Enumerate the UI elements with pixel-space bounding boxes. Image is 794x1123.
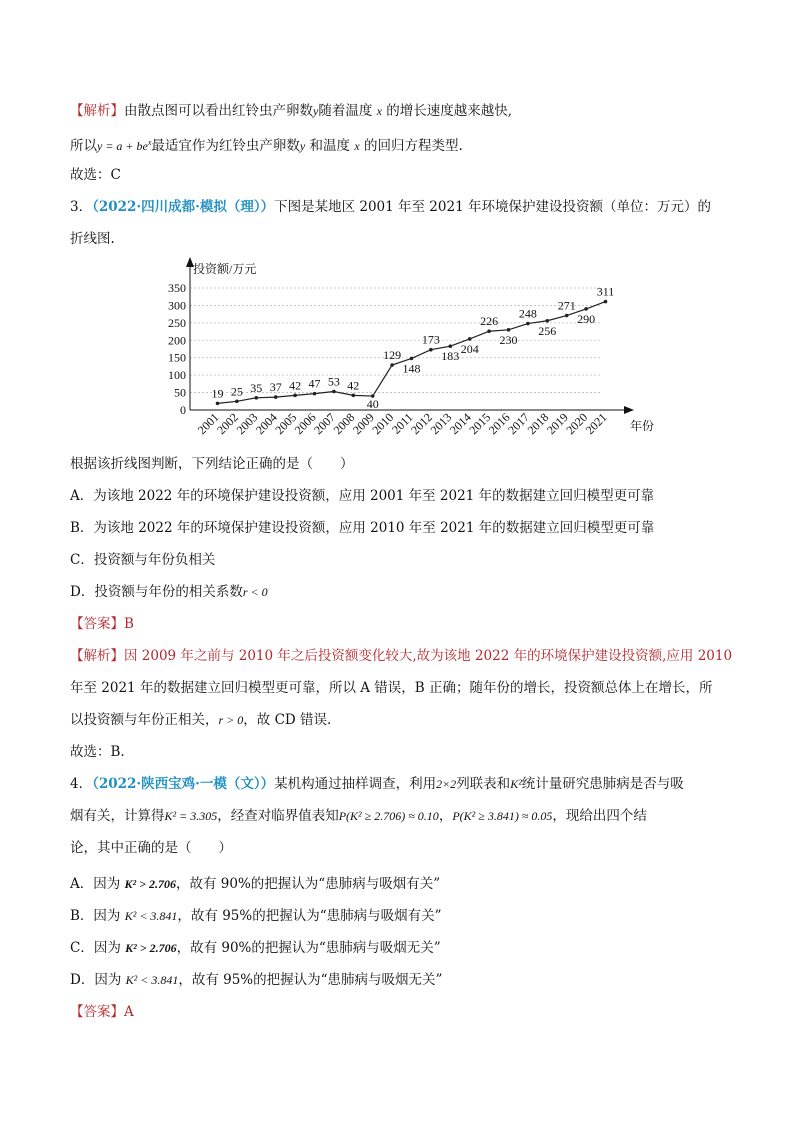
q3-option-d: D．投资额与年份的相关系数r < 0 — [70, 584, 268, 600]
data-label: 40 — [366, 397, 379, 412]
q4-stem-line2: 烟有关，计算得K² = 3.305，经查对临界值表知P(K² ≥ 2.706) ≈ 0.10，P(K² ≥ 3.841) ≈ 0.05，现给出四个结 — [70, 808, 647, 824]
q4-option-b: B．因为 K² < 3.841，故有 95%的把握认为“患肺病与吸烟有关” — [70, 908, 442, 924]
y-tick-label: 250 — [168, 315, 186, 330]
data-label: 35 — [250, 380, 263, 395]
data-point — [526, 322, 530, 326]
q3-jiexi-line3: 以投资额与年份正相关，r > 0，故 CD 错误. — [70, 712, 332, 728]
y-tick-label: 350 — [168, 281, 186, 295]
q3-stem-line2: 折线图. — [70, 231, 115, 247]
x-tick-label: 2001 — [194, 410, 222, 438]
data-point — [255, 396, 259, 400]
x-tick-label: 2020 — [563, 410, 591, 438]
y-tick-label: 200 — [168, 333, 186, 348]
q3-jiexi-line2: 年至 2021 年的数据建立回归模型更可靠，所以 A 错误，B 正确；随年份的增长，投资额总体上在增长，所 — [70, 680, 713, 696]
data-label: 129 — [383, 348, 402, 363]
q2-choose: 故选：C — [70, 167, 121, 183]
x-tick-label: 2005 — [272, 410, 300, 438]
q4-option-d: D．因为 K² < 3.841，故有 95%的把握认为“患肺病与吸烟无关” — [70, 972, 443, 988]
q3-choose: 故选：B. — [70, 744, 125, 760]
data-label: 290 — [577, 311, 596, 326]
x-tick-label: 2015 — [466, 410, 494, 438]
x-tick-label: 2021 — [582, 410, 610, 438]
x-tick-label: 2009 — [349, 410, 377, 438]
data-label: 173 — [421, 332, 440, 347]
x-tick-label: 2006 — [291, 410, 319, 438]
data-label: 53 — [327, 374, 340, 389]
x-tick-label: 2019 — [543, 410, 571, 438]
x-tick-label: 2012 — [408, 410, 436, 438]
x-axis-title: 年份 — [630, 419, 655, 433]
data-point — [487, 329, 491, 333]
data-point — [274, 395, 278, 399]
q2-jiexi-line1: 【解析】由散点图可以看出红铃虫产卵数y随着温度 x 的增长速度越来越快, — [70, 103, 513, 119]
data-point — [216, 402, 220, 406]
data-label: 25 — [230, 384, 243, 399]
x-tick-label: 2010 — [369, 410, 397, 438]
chart-gridlines — [190, 288, 600, 393]
data-point — [352, 394, 356, 398]
data-point — [410, 357, 414, 361]
data-point — [313, 392, 317, 396]
data-point — [468, 337, 472, 341]
q3-answer: 【答案】B — [70, 616, 134, 632]
q2-jiexi-line2: 所以$y = a + be^x$最适宜作为红铃虫产卵数y 和温度 x 的回归方程类型. — [70, 138, 463, 154]
data-label: 230 — [499, 332, 518, 347]
data-label: 183 — [441, 349, 460, 364]
regression-formula: $y = a + be^x$ — [97, 138, 152, 153]
q3-option-c: C．投资额与年份负相关 — [70, 552, 216, 568]
data-point — [546, 319, 550, 323]
data-point — [507, 328, 511, 332]
data-label: 19 — [211, 386, 224, 401]
q4-stem-line3: 论，其中正确的是（ ） — [70, 840, 232, 856]
q3-stem-line1: 3．（2022·四川成都·模拟（理））下图是某地区 2001 年至 2021 年环境保护建设投资额（单位：万元）的 — [70, 199, 711, 215]
x-axis-arrow — [624, 406, 634, 414]
q3-option-b: B．为该地 2022 年的环境保护建设投资额，应用 2010 年至 2021 年的数据建立回归模型更可靠 — [70, 520, 655, 536]
y-tick-label: 50 — [174, 385, 186, 400]
q3-jiexi-line1: 【解析】因 2009 年之前与 2010 年之后投资额变化较大,故为该地 2022 年的环境保护建设投资额,应用 2010 — [70, 648, 733, 664]
x-tick-label: 2011 — [389, 410, 416, 437]
data-label: 47 — [308, 376, 321, 391]
x-tick-label: 2003 — [233, 410, 261, 438]
data-point — [584, 307, 588, 311]
investment-line-chart — [168, 255, 655, 438]
x-tick-label: 2013 — [427, 410, 455, 438]
data-point — [429, 348, 433, 352]
data-point — [235, 399, 239, 403]
y-axis-title: 投资额/万元 — [193, 262, 257, 276]
data-label: 226 — [480, 314, 499, 329]
data-point — [565, 314, 569, 318]
y-tick-label: 150 — [168, 350, 186, 365]
x-tick-label: 2017 — [505, 410, 533, 438]
q3-question: 根据该折线图判断，下列结论正确的是（ ） — [70, 456, 354, 472]
data-label: 37 — [269, 380, 282, 395]
q4-option-c: C．因为 K² > 2.706，故有 90%的把握认为“患肺病与吸烟无关” — [70, 940, 441, 956]
x-tick-label: 2007 — [311, 410, 339, 438]
q4-source: （2022·陕西宝鸡·一模（文）） — [92, 776, 275, 792]
x-tick-label: 2004 — [252, 410, 280, 438]
y-tick-label: 100 — [168, 368, 186, 383]
data-label: 256 — [538, 323, 557, 338]
q4-stem-line1: 4．（2022·陕西宝鸡·一模（文））某机构通过抽样调查，利用2×2列联表和K²统计量研究患肺病是否与吸 — [70, 776, 684, 792]
data-point — [449, 344, 453, 348]
data-label: 42 — [347, 378, 360, 393]
y-tick-label: 0 — [180, 403, 186, 417]
x-tick-label: 2018 — [524, 410, 552, 438]
jiexi-tag: 【解析】 — [70, 103, 124, 119]
x-tick-label: 2002 — [214, 410, 242, 438]
chart-labels — [168, 261, 654, 437]
data-point — [332, 390, 336, 394]
x-tick-label: 2016 — [485, 410, 513, 438]
data-point — [293, 394, 297, 398]
data-point — [604, 300, 608, 304]
x-tick-label: 2014 — [446, 410, 474, 438]
y-tick-label: 300 — [168, 298, 186, 313]
data-label: 248 — [518, 306, 537, 321]
data-label: 271 — [557, 298, 576, 313]
x-tick-label: 2008 — [330, 410, 358, 438]
q4-option-a: A．因为 K² > 2.706，故有 90%的把握认为“患肺病与吸烟有关” — [70, 876, 441, 892]
data-label: 148 — [402, 361, 421, 376]
q4-answer: 【答案】A — [70, 1004, 134, 1020]
data-label: 204 — [460, 341, 479, 356]
data-label: 42 — [289, 378, 302, 393]
q3-option-a: A．为该地 2022 年的环境保护建设投资额，应用 2001 年至 2021 年的数据建立回归模型更可靠 — [70, 488, 655, 504]
data-label: 311 — [596, 284, 615, 299]
q3-source: （2022·四川成都·模拟（理）） — [92, 199, 275, 215]
data-point — [390, 363, 394, 367]
